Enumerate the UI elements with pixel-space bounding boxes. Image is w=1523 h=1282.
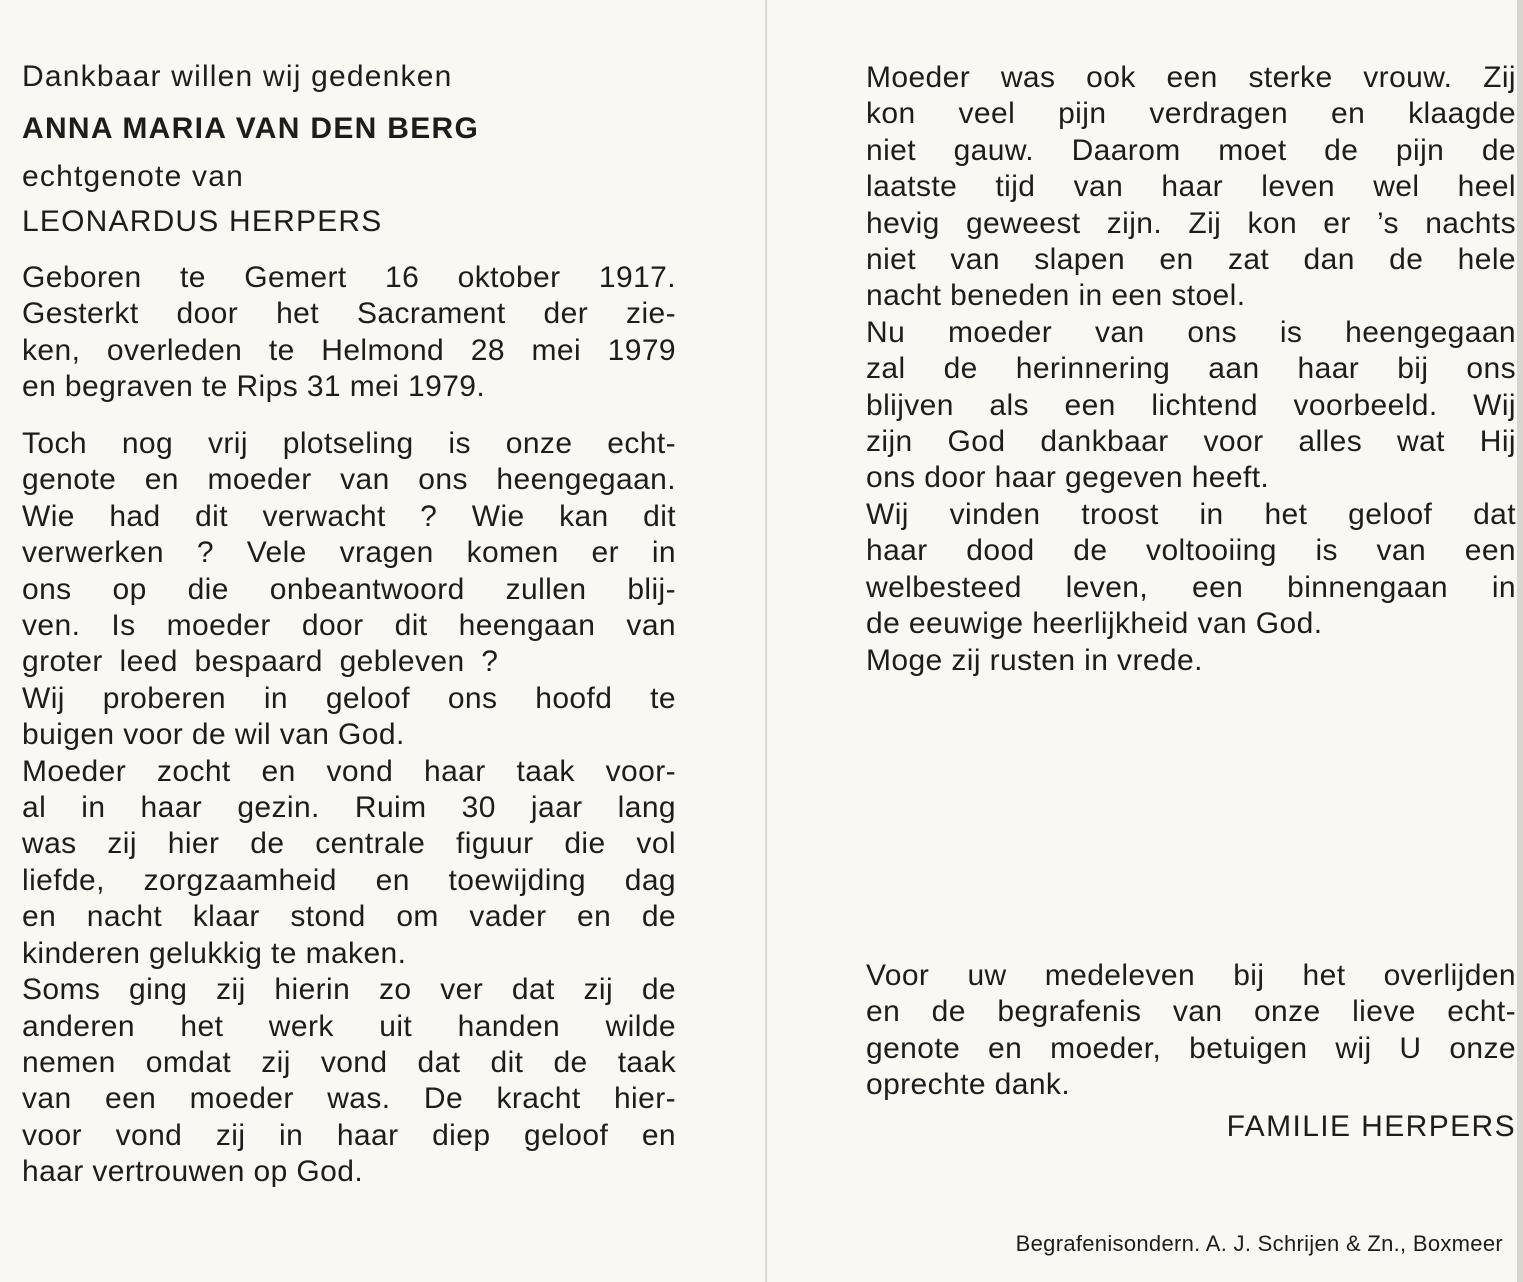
text-line: Wij vinden troost in het geloof dat [866,497,1516,531]
card-edge [1517,0,1523,1282]
birth-block [22,260,676,406]
text-line: genote en moeder van ons heengegaan. [22,463,676,497]
thanks-line: Voor uw medeleven bij het overlijden [866,959,1516,992]
intro-line: Dankbaar willen wij gedenken [22,60,453,93]
text-line: was zij hier de centrale figuur die vol [22,827,676,861]
text-line: kon veel pijn verdragen en klaagde [866,97,1516,131]
text-line: Wij proberen in geloof ons hoofd te [22,681,676,715]
birth-line: Gesterkt door het Sacrament der zie- [22,297,676,331]
thanks-line: en de begrafenis van onze lieve echt- [866,995,1516,1029]
spouse-name: LEONARDUS HERPERS [22,205,383,238]
right-text-block [866,60,1516,679]
text-line: nacht beneden in een stoel. [866,279,1246,313]
text-line: al in haar gezin. Ruim 30 jaar lang [22,791,676,825]
thanks-block [866,958,1516,1104]
text-line: niet van slapen en zat dan de hele [866,243,1516,277]
text-line: voor vond zij in haar diep geloof en [22,1118,676,1152]
birth-line: Geboren te Gemert 16 oktober 1917. [22,261,676,294]
text-line: niet gauw. Daarom moet de pijn de [866,133,1516,167]
text-line: en nacht klaar stond om vader en de [22,900,676,934]
deceased-name: ANNA MARIA VAN DEN BERG [22,112,480,145]
text-line: laatste tijd van haar leven wel heel [866,170,1516,204]
text-line: blijven als een lichtend voorbeeld. Wij [866,388,1516,422]
text-line: buigen voor de wil van God. [22,718,405,752]
text-line: nemen omdat zij vond dat dit de taak [22,1045,676,1079]
left-text-block [22,426,676,1191]
text-line: Nu moeder van ons is heengegaan [866,315,1516,349]
relation-line: echtgenote van [22,160,244,193]
text-line: haar vertrouwen op God. [22,1155,364,1189]
text-line: van een moeder was. De kracht hier- [22,1082,676,1116]
text-line: Moeder was ook een sterke vrouw. Zij [866,61,1516,94]
text-line: Toch nog vrij plotseling is onze echt- [22,427,676,460]
thanks-line: oprechte dank. [866,1068,1071,1102]
text-line: verwerken ? Vele vragen komen er in [22,536,676,570]
birth-line: ken, overleden te Helmond 28 mei 1979 [22,333,676,367]
text-line: liefde, zorgzaamheid en toewijding dag [22,863,676,897]
text-line: zal de herinnering aan haar bij ons [866,352,1516,386]
text-line: welbesteed leven, een binnengaan in [866,570,1516,604]
text-line: hevig geweest zijn. Zij kon er ’s nachts [866,206,1516,240]
text-line: Soms ging zij hierin zo ver dat zij de [22,973,676,1007]
text-line: zijn God dankbaar voor alles wat Hij [866,425,1516,459]
text-line: de eeuwige heerlijkheid van God. [866,607,1323,641]
text-line: haar dood de voltooiing is van een [866,534,1516,568]
text-line: ons op die onbeantwoord zullen blij- [22,572,676,606]
card-fold [765,0,767,1282]
text-line: Wie had dit verwacht ? Wie kan dit [22,499,676,533]
text-line: groter leed bespaard gebleven ? [22,645,499,679]
text-line: kinderen gelukkig te maken. [22,936,407,970]
text-line: Moge zij rusten in vrede. [866,643,1203,677]
text-line: Moeder zocht en vond haar taak voor- [22,754,676,788]
printer-credit: Begrafenisondern. A. J. Schrijen & Zn., Boxmeer [1015,1231,1503,1256]
family-signature: FAMILIE HERPERS [1226,1110,1516,1143]
text-line: ons door haar gegeven heeft. [866,461,1270,495]
birth-line: en begraven te Rips 31 mei 1979. [22,370,486,404]
thanks-line: genote en moeder, betuigen wij U onze [866,1031,1516,1065]
text-line: ven. Is moeder door dit heengaan van [22,609,676,643]
text-line: anderen het werk uit handen wilde [22,1009,676,1043]
